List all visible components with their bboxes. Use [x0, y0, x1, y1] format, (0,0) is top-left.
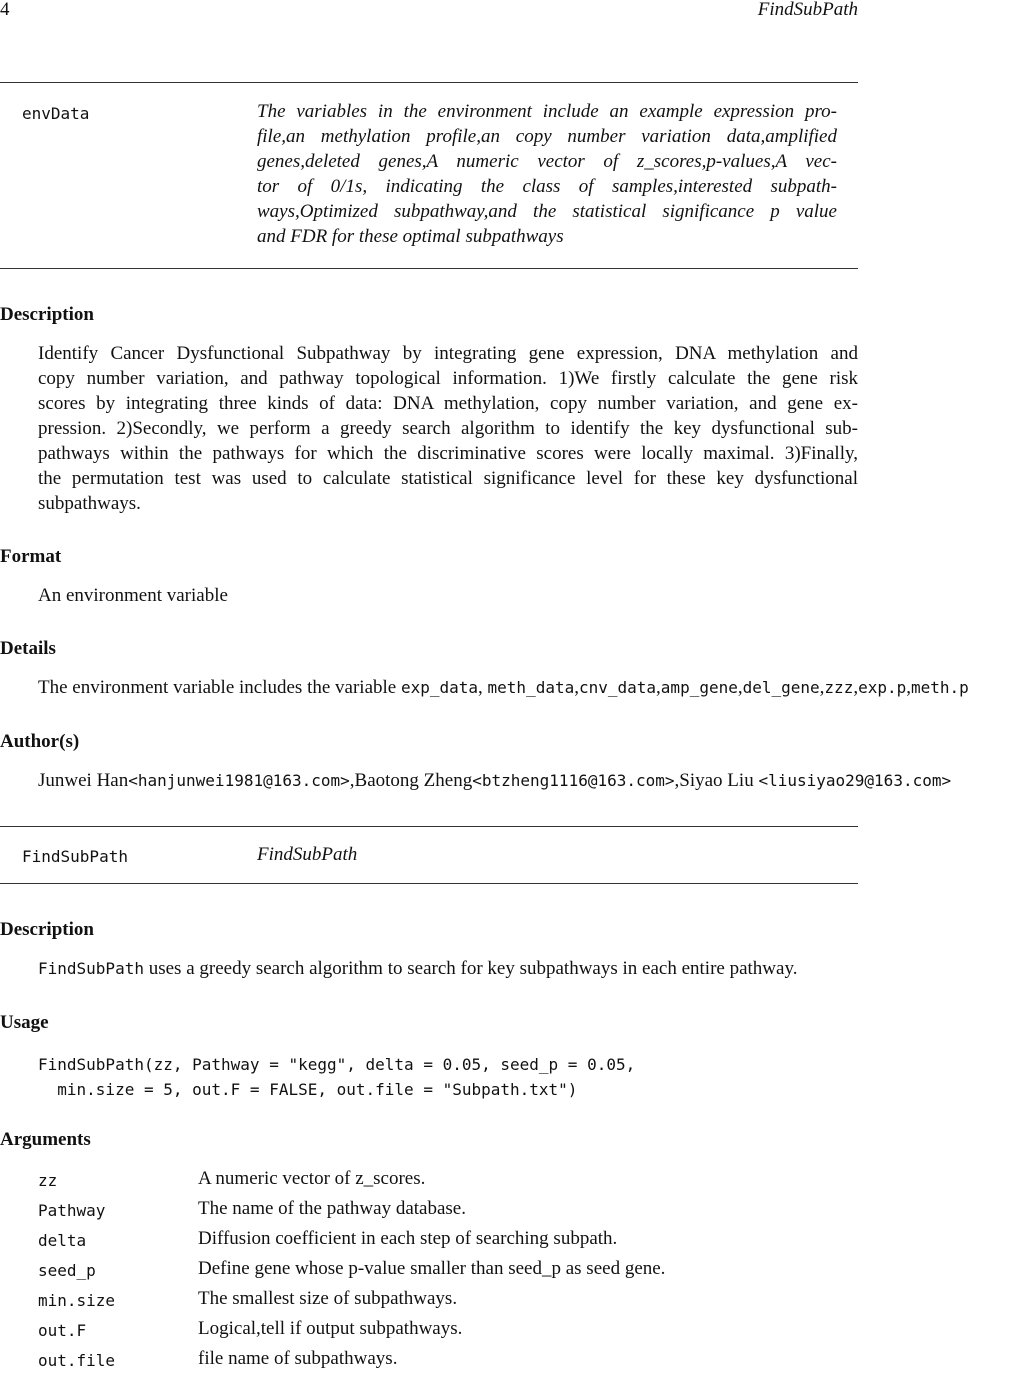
- env-desc-line: genes,deleted genes,A numeric vector of z_scores,p-values,A vec-: [257, 151, 837, 172]
- description-line: pression. 2)Secondly, we perform a greedy search algorithm to identify the key dysfunctional sub-: [38, 418, 858, 439]
- findsubpath-description-body: uses a greedy search algorithm to search for key subpathways in each entire pathway.: [143, 958, 798, 979]
- running-head: FindSubPath: [757, 0, 858, 20]
- top-rule: [0, 82, 858, 83]
- author-sep: ,: [674, 770, 680, 791]
- argument-name: zz: [38, 1171, 58, 1190]
- details-sep: ,: [656, 677, 661, 698]
- details-sep: ,: [478, 677, 488, 698]
- env-bottom-rule: [0, 268, 858, 269]
- details-heading: Details: [0, 638, 56, 659]
- env-entry-description: [257, 99, 837, 249]
- details-sep: ,: [819, 677, 825, 698]
- details-var: exp_data: [400, 678, 479, 697]
- env-desc-line: file,an methylation profile,an copy number variation data,amplified: [257, 126, 837, 147]
- description-line: copy number variation, and pathway topological information. 1)We firstly calculate the gene risk: [38, 368, 858, 389]
- details-text: [38, 675, 1032, 700]
- argument-description: The name of the pathway database.: [198, 1198, 466, 1219]
- description-line: the permutation test was used to calculate statistical significance level for these key dysfunctional: [38, 468, 858, 489]
- details-var: meth_data: [487, 678, 575, 697]
- argument-name: delta: [38, 1231, 87, 1250]
- findsubpath-entry-title: FindSubPath: [257, 844, 358, 865]
- description-line: subpathways.: [38, 493, 141, 514]
- env-desc-line: and FDR for these optimal subpathways: [257, 226, 564, 247]
- description-heading: Description: [0, 304, 94, 325]
- details-var: amp_gene: [660, 678, 738, 697]
- details-var: meth.p: [911, 678, 969, 697]
- argument-name: seed_p: [38, 1261, 96, 1280]
- author-email: <liusiyao29@163.com>: [758, 771, 952, 790]
- details-prefix: The environment variable includes the variable: [38, 677, 401, 698]
- argument-description: A numeric vector of z_scores.: [198, 1168, 426, 1189]
- argument-description: The smallest size of subpathways.: [198, 1288, 458, 1309]
- usage-code-block: [38, 1052, 635, 1102]
- env-entry-name: envData: [22, 104, 90, 123]
- usage-line: min.size = 5, out.F = FALSE, out.file = "Subpath.txt"): [38, 1080, 578, 1099]
- findsubpath-description-heading: Description: [0, 919, 94, 940]
- usage-line: FindSubPath(zz, Pathway = "kegg", delta = 0.05, seed_p = 0.05,: [38, 1055, 636, 1074]
- description-paragraph: [38, 341, 858, 516]
- details-sep: ,: [574, 677, 579, 698]
- findsubpath-description-text: [38, 956, 797, 981]
- details-var: del_gene: [742, 678, 820, 697]
- argument-description: Logical,tell if output subpathways.: [198, 1318, 463, 1339]
- author-email: <hanjunwei1981@163.com>: [128, 771, 350, 790]
- author-name: Junwei Han: [38, 770, 129, 791]
- description-line: Identify Cancer Dysfunctional Subpathway by integrating gene expression, DNA methylation and: [38, 343, 858, 364]
- arguments-heading: Arguments: [0, 1129, 91, 1150]
- description-line: pathways within the pathways for which the discriminative scores were locally maximal. 3)Finally,: [38, 443, 858, 464]
- author-name: Siyao Liu: [679, 770, 759, 791]
- argument-description: Diffusion coefficient in each step of searching subpath.: [198, 1228, 618, 1249]
- author-heading: Author(s): [0, 731, 80, 752]
- author-email: <btzheng1116@163.com>: [472, 771, 675, 790]
- argument-description: Define gene whose p-value smaller than seed_p as seed gene.: [198, 1258, 666, 1279]
- argument-name: out.file: [38, 1351, 116, 1370]
- details-sep: ,: [853, 677, 859, 698]
- argument-name: out.F: [38, 1321, 87, 1340]
- argument-description: file name of subpathways.: [198, 1348, 398, 1369]
- author-sep: ,: [349, 770, 355, 791]
- argument-name: min.size: [38, 1291, 116, 1310]
- findsubpath-top-rule: [0, 826, 858, 827]
- details-var: exp.p: [858, 678, 907, 697]
- env-desc-line: The variables in the environment include an example expression pro-: [257, 101, 837, 122]
- findsubpath-entry-name: FindSubPath: [22, 847, 128, 866]
- findsubpath-bottom-rule: [0, 883, 858, 884]
- page-number: 4: [0, 0, 10, 20]
- author-text: [38, 768, 951, 793]
- details-var: cnv_data: [578, 678, 657, 697]
- usage-heading: Usage: [0, 1012, 49, 1033]
- env-desc-line: tor of 0/1s, indicating the class of samples,interested subpath-: [257, 176, 837, 197]
- format-heading: Format: [0, 546, 62, 567]
- format-text: An environment variable: [38, 585, 228, 606]
- details-var: zzz: [824, 678, 854, 697]
- description-line: scores by integrating three kinds of data: DNA methylation, copy number variation, and gene ex-: [38, 393, 858, 414]
- argument-name: Pathway: [38, 1201, 106, 1220]
- findsubpath-code: FindSubPath: [38, 959, 144, 978]
- details-sep: ,: [906, 677, 911, 698]
- env-desc-line: ways,Optimized subpathway,and the statistical significance p value: [257, 201, 837, 222]
- details-sep: ,: [737, 677, 743, 698]
- author-name: Baotong Zheng: [354, 770, 473, 791]
